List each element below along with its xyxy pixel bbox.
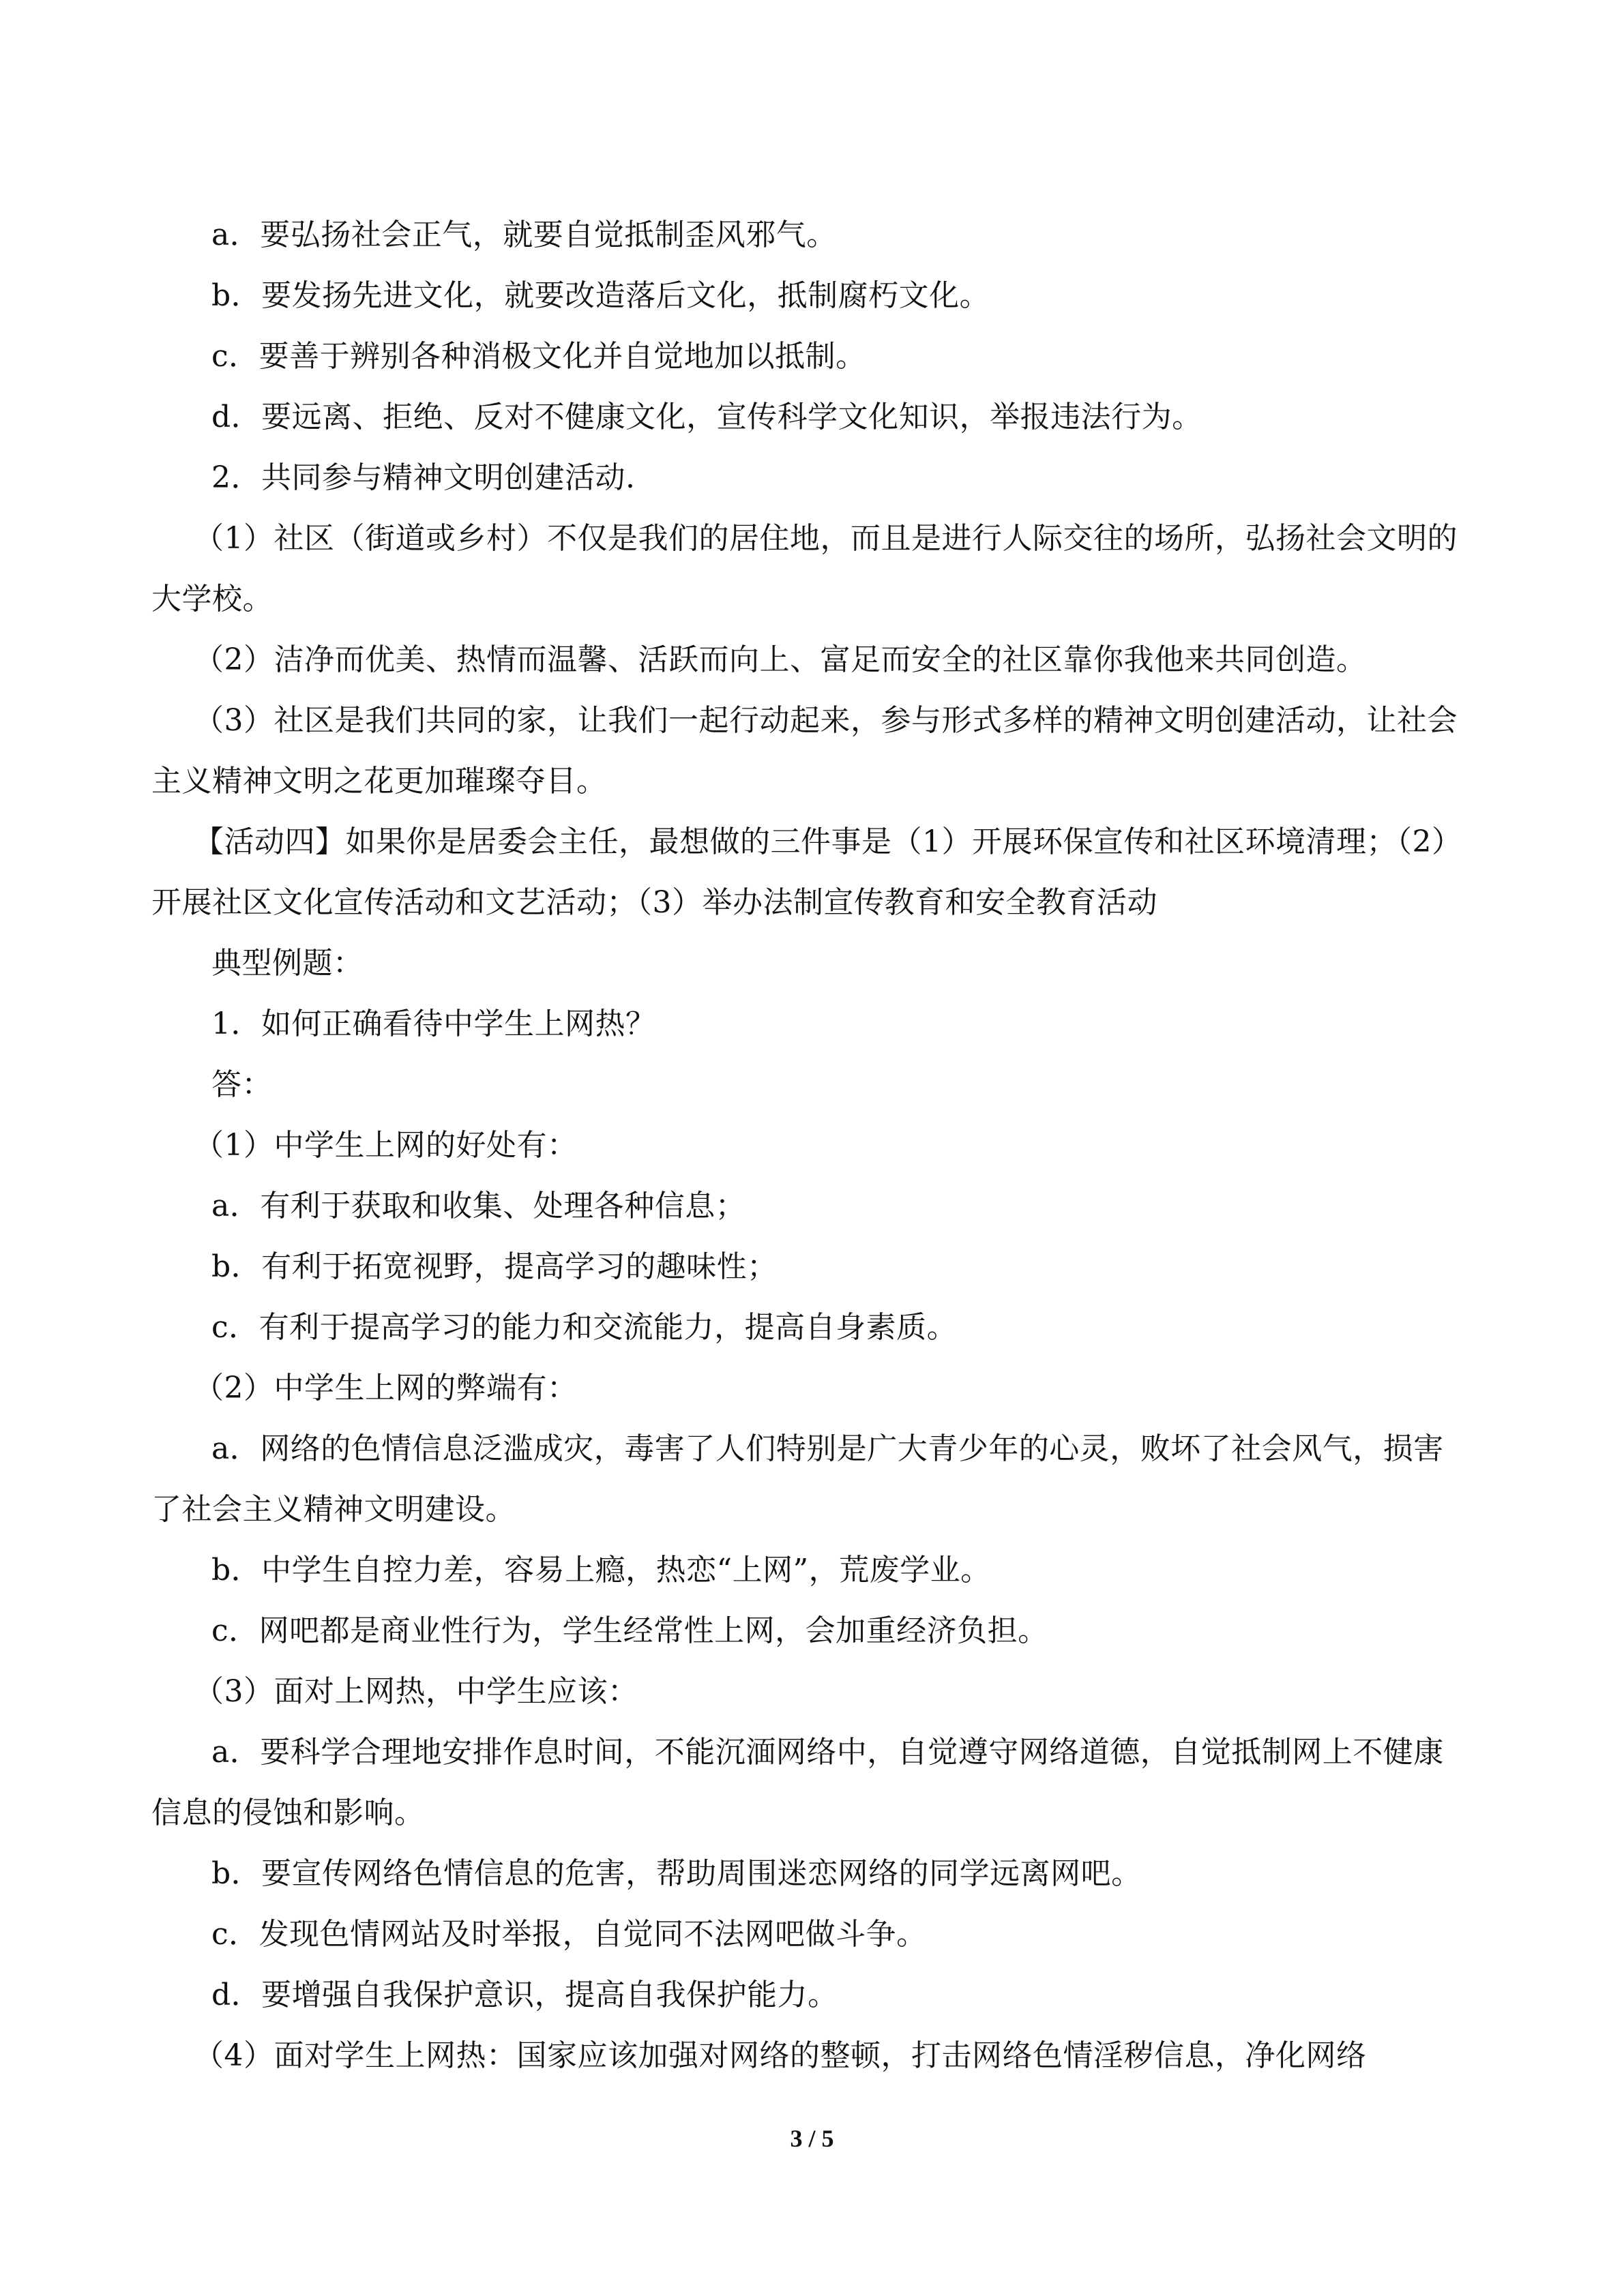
paragraph-18: a．网络的色情信息泛滥成灾，毒害了人们特别是广大青少年的心灵，败坏了社会风气，损害了社会主义精神文明建设。 xyxy=(151,1431,1444,1527)
paragraph-25: d．要增强自我保护意识，提高自我保护能力。 xyxy=(211,1978,838,2012)
paragraph-3: c．要善于辨别各种消极文化并自觉地加以抵制。 xyxy=(211,339,866,374)
paragraph-22: a．要科学合理地安排作息时间，不能沉湎网络中，自觉遵守网络道德，自觉抵制网上不健康信息的侵蚀和影响。 xyxy=(151,1735,1444,1830)
paragraph-23: b．要宣传网络色情信息的危害，帮助周围迷恋网络的同学远离网吧。 xyxy=(211,1856,1142,1891)
paragraph-15: b．有利于拓宽视野，提高学习的趣味性； xyxy=(211,1249,778,1284)
paragraph-11: 1．如何正确看待中学生上网热？ xyxy=(211,1007,656,1041)
paragraph-21: （3）面对上网热，中学生应该： xyxy=(194,1674,638,1709)
paragraph-1: a．要弘扬社会正气，就要自觉抵制歪风邪气。 xyxy=(211,218,837,252)
paragraph-7: （2）洁净而优美、热情而温馨、活跃而向上、富足而安全的社区靠你我他来共同创造。 xyxy=(194,642,1367,677)
paragraph-10: 典型例题： xyxy=(211,946,364,981)
paragraph-13: （1）中学生上网的好处有： xyxy=(194,1128,578,1163)
paragraph-5: 2．共同参与精神文明创建活动. xyxy=(211,460,636,495)
paragraph-24: c．发现色情网站及时举报，自觉同不法网吧做斗争。 xyxy=(211,1917,927,1952)
paragraph-26: （4）面对学生上网热：国家应该加强对网络的整顿，打击网络色情淫秽信息，净化网络 xyxy=(194,2038,1367,2073)
paragraph-16: c．有利于提高学习的能力和交流能力，提高自身素质。 xyxy=(211,1310,958,1345)
paragraph-9: 【活动四】如果你是居委会主任，最想做的三件事是（1）开展环保宣传和社区环境清理；（2）开展社区文化宣传活动和文艺活动；（3）举办法制宣传教育和安全教育活动 xyxy=(151,824,1462,920)
paragraph-4: d．要远离、拒绝、反对不健康文化，宣传科学文化知识，举报违法行为。 xyxy=(211,400,1202,434)
paragraph-19: b．中学生自控力差，容易上瘾，热恋“上网”，荒废学业。 xyxy=(211,1553,991,1587)
paragraph-2: b．要发扬先进文化，就要改造落后文化，抵制腐朽文化。 xyxy=(211,278,990,313)
paragraph-17: （2）中学生上网的弊端有： xyxy=(194,1371,578,1405)
paragraph-20: c．网吧都是商业性行为，学生经常性上网，会加重经济负担。 xyxy=(211,1613,1048,1648)
page-body xyxy=(151,205,1473,2086)
paragraph-6: （1）社区（街道或乡村）不仅是我们的居住地，而且是进行人际交往的场所，弘扬社会文明的大学校。 xyxy=(151,521,1458,616)
paragraph-8: （3）社区是我们共同的家，让我们一起行动起来，参与形式多样的精神文明创建活动，让社会主义精神文明之花更加璀璨夺目。 xyxy=(151,703,1458,799)
paragraph-14: a．有利于获取和收集、处理各种信息； xyxy=(211,1189,746,1223)
paragraph-12: 答： xyxy=(211,1067,272,1102)
page-number: 3 / 5 xyxy=(790,2125,834,2152)
